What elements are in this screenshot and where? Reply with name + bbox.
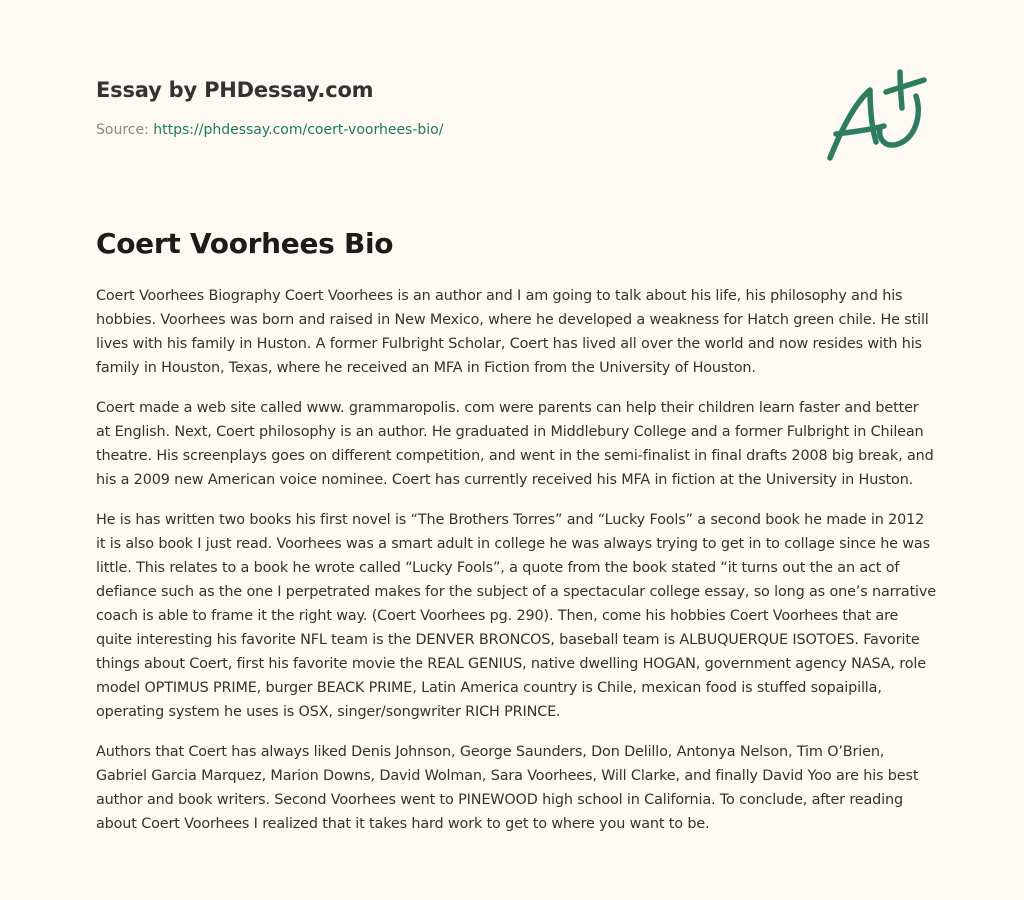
- a-plus-logo-svg: [818, 62, 936, 172]
- essay-paragraph: Coert made a web site called www. grammaropolis. com were parents can help their children learn faster and better at English. Next, Coert philosophy is an author. He graduated in Middlebury College and a former Fulbright in Chilean theatre. His screenplays goes on different competition, and went in the semi-finalist in final drafts 2008 big break, and his a 2009 new American voice nominee. Coert has currently received his MFA in fiction at the University in Huston.: [96, 400, 934, 488]
- plus-horizontal-stroke: [886, 80, 924, 92]
- source-label: Source:: [96, 122, 154, 138]
- essay-paragraph: Coert Voorhees Biography Coert Voorhees is an author and I am going to talk about his life, his philosophy and his hobbies. Voorhees was born and raised in New Mexico, where he developed a weakness for Hatch green chile. He still lives with his family in Huston. A former Fulbright Scholar, Coert has lived all over the world and now resides with his family in Houston, Texas, where he received an MFA in Fiction from the University of Houston.: [96, 288, 929, 376]
- essay-paragraph: He is has written two books his first novel is “The Brothers Torres” and “Lucky Fools” a second book he made in 2012 it is also book I just read. Voorhees was a smart adult in college he was always trying to get in to collage since he was little. This relates to a book he wrote called “Lucky Fools”, a quote from the book stated “it turns out the an act of defiance such as the one I perpetrated makes for the subject of a spectacular college essay, so long as one’s narrative coach is able to frame it the right way. (Coert Voorhees pg. 290). Then, come his hobbies Coert Voorhees that are quite interesting his favorite NFL team is the DENVER BRONCOS, baseball team is ALBUQUERQUE ISOTOES. Favorite things about Coert, first his favorite movie the REAL GENIUS, native dwelling HOGAN, government agency NASA, role model OPTIMUS PRIME, burger BEACK PRIME, Latin America country is Chile, mexican food is stuffed sopaipilla, operating system he uses is OSX, singer/songwriter RICH PRINCE.: [96, 512, 936, 720]
- essay-header: [96, 74, 936, 140]
- a-letter-stroke: [830, 90, 876, 158]
- essay-paragraph: Authors that Coert has always liked Denis Johnson, George Saunders, Don Delillo, Antonya Nelson, Tim O’Brien, Gabriel Garcia Marquez, Marion Downs, David Wolman, Sara Voorhees, Will Clarke, and finally David Yoo are his best author and book writers. Second Voorhees went to PINEWOOD high school in California. To conclude, after reading about Coert Voorhees I realized that it takes hard work to get to where you want to be.: [96, 744, 919, 832]
- essay-title: Coert Voorhees Bio: [96, 227, 394, 260]
- essay-body: [96, 284, 936, 852]
- source-line: [96, 120, 936, 140]
- site-title: Essay by PHDessay.com: [96, 78, 374, 102]
- a-plus-grade-icon: [818, 62, 936, 172]
- source-link[interactable]: https://phdessay.com/coert-voorhees-bio/: [153, 122, 444, 138]
